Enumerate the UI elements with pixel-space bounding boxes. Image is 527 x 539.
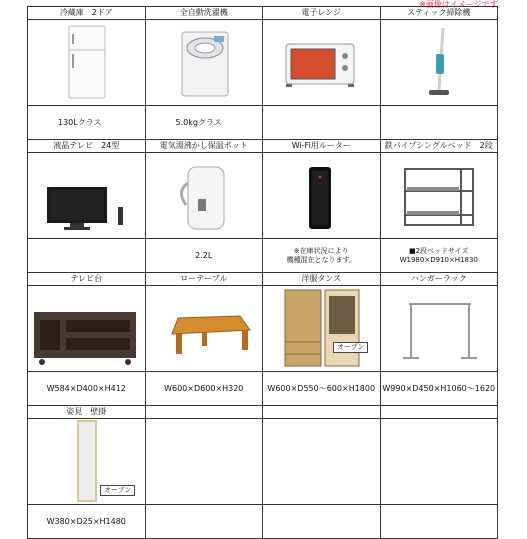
item-title: スティック掃除機 [381, 7, 498, 20]
item-title: 液晶テレビ 24型 [28, 140, 145, 153]
item-caption: 130Lクラス [58, 117, 102, 127]
item-cell [145, 6, 264, 140]
item-caption: W584×D400×H412 [46, 383, 126, 393]
tv-icon [28, 153, 145, 239]
item-cell [262, 6, 381, 140]
open-tag: オープン [100, 485, 135, 496]
item-cell [27, 405, 146, 539]
item-cell [27, 6, 146, 140]
router-icon [263, 153, 380, 239]
item-cell [380, 139, 499, 273]
item-cell [262, 139, 381, 273]
item-caption: W990×D450×H1060～1620 [382, 383, 496, 393]
item-caption: 2.2L [195, 250, 213, 260]
empty-cell [262, 405, 381, 539]
furniture-grid [27, 6, 501, 538]
empty-cell [380, 405, 499, 539]
vacuum-icon [381, 20, 498, 106]
item-cell [27, 139, 146, 273]
note: ※画像はイメージです。 [419, 0, 505, 9]
empty-image [146, 419, 263, 505]
grid-row [27, 139, 501, 272]
item-title: 洋服タンス [263, 273, 380, 286]
item-title: 電子レンジ [263, 7, 380, 20]
grid-row [27, 272, 501, 405]
washing-machine-icon [146, 20, 263, 106]
item-cell [380, 272, 499, 406]
item-title [146, 406, 263, 419]
item-caption: ■2段ベッドサイズ W1980×D910×H1830 [399, 246, 478, 264]
item-title: ハンガーラック [381, 273, 498, 286]
empty-cell [145, 405, 264, 539]
item-title [381, 406, 498, 419]
item-title: 電気湯沸かし保温ポット [146, 140, 263, 153]
item-title: Wi-Fi用ルーター [263, 140, 380, 153]
item-title: 鉄パイプシングルベッド 2段 [381, 140, 498, 153]
grid-row [27, 405, 501, 538]
grid-row [27, 6, 501, 139]
item-caption [381, 505, 498, 538]
item-caption: 5.0kgクラス [175, 117, 222, 127]
item-caption [263, 106, 380, 139]
refrigerator-icon [28, 20, 145, 106]
item-caption: W600×D600×H320 [164, 383, 244, 393]
empty-image [381, 419, 498, 505]
item-cell [145, 272, 264, 406]
low-table-icon [146, 286, 263, 372]
item-cell [145, 139, 264, 273]
item-caption [28, 239, 145, 272]
wardrobe-icon [263, 286, 380, 372]
item-caption: W380×D25×H1480 [46, 516, 126, 526]
bunk-bed-icon [381, 153, 498, 239]
item-title: 姿見 壁掛 [28, 406, 145, 419]
open-tag: オープン [333, 342, 368, 353]
empty-image [263, 419, 380, 505]
item-caption [146, 505, 263, 538]
item-title: ローテーブル [146, 273, 263, 286]
item-title [263, 406, 380, 419]
item-cell [262, 272, 381, 406]
item-cell [380, 6, 499, 140]
tv-stand-icon [28, 286, 145, 372]
hanger-rack-icon [381, 286, 498, 372]
item-title: 冷蔵庫 2ドア [28, 7, 145, 20]
microwave-icon [263, 20, 380, 106]
item-caption [263, 505, 380, 538]
item-cell [27, 272, 146, 406]
mirror-icon [28, 419, 145, 505]
item-caption: ※在庫状況により 機種混在となります。 [286, 246, 356, 264]
item-caption: W600×D550～600×H1800 [267, 383, 376, 393]
item-title: 全自動洗濯機 [146, 7, 263, 20]
item-title: テレビ台 [28, 273, 145, 286]
electric-pot-icon [146, 153, 263, 239]
item-caption [381, 106, 498, 139]
